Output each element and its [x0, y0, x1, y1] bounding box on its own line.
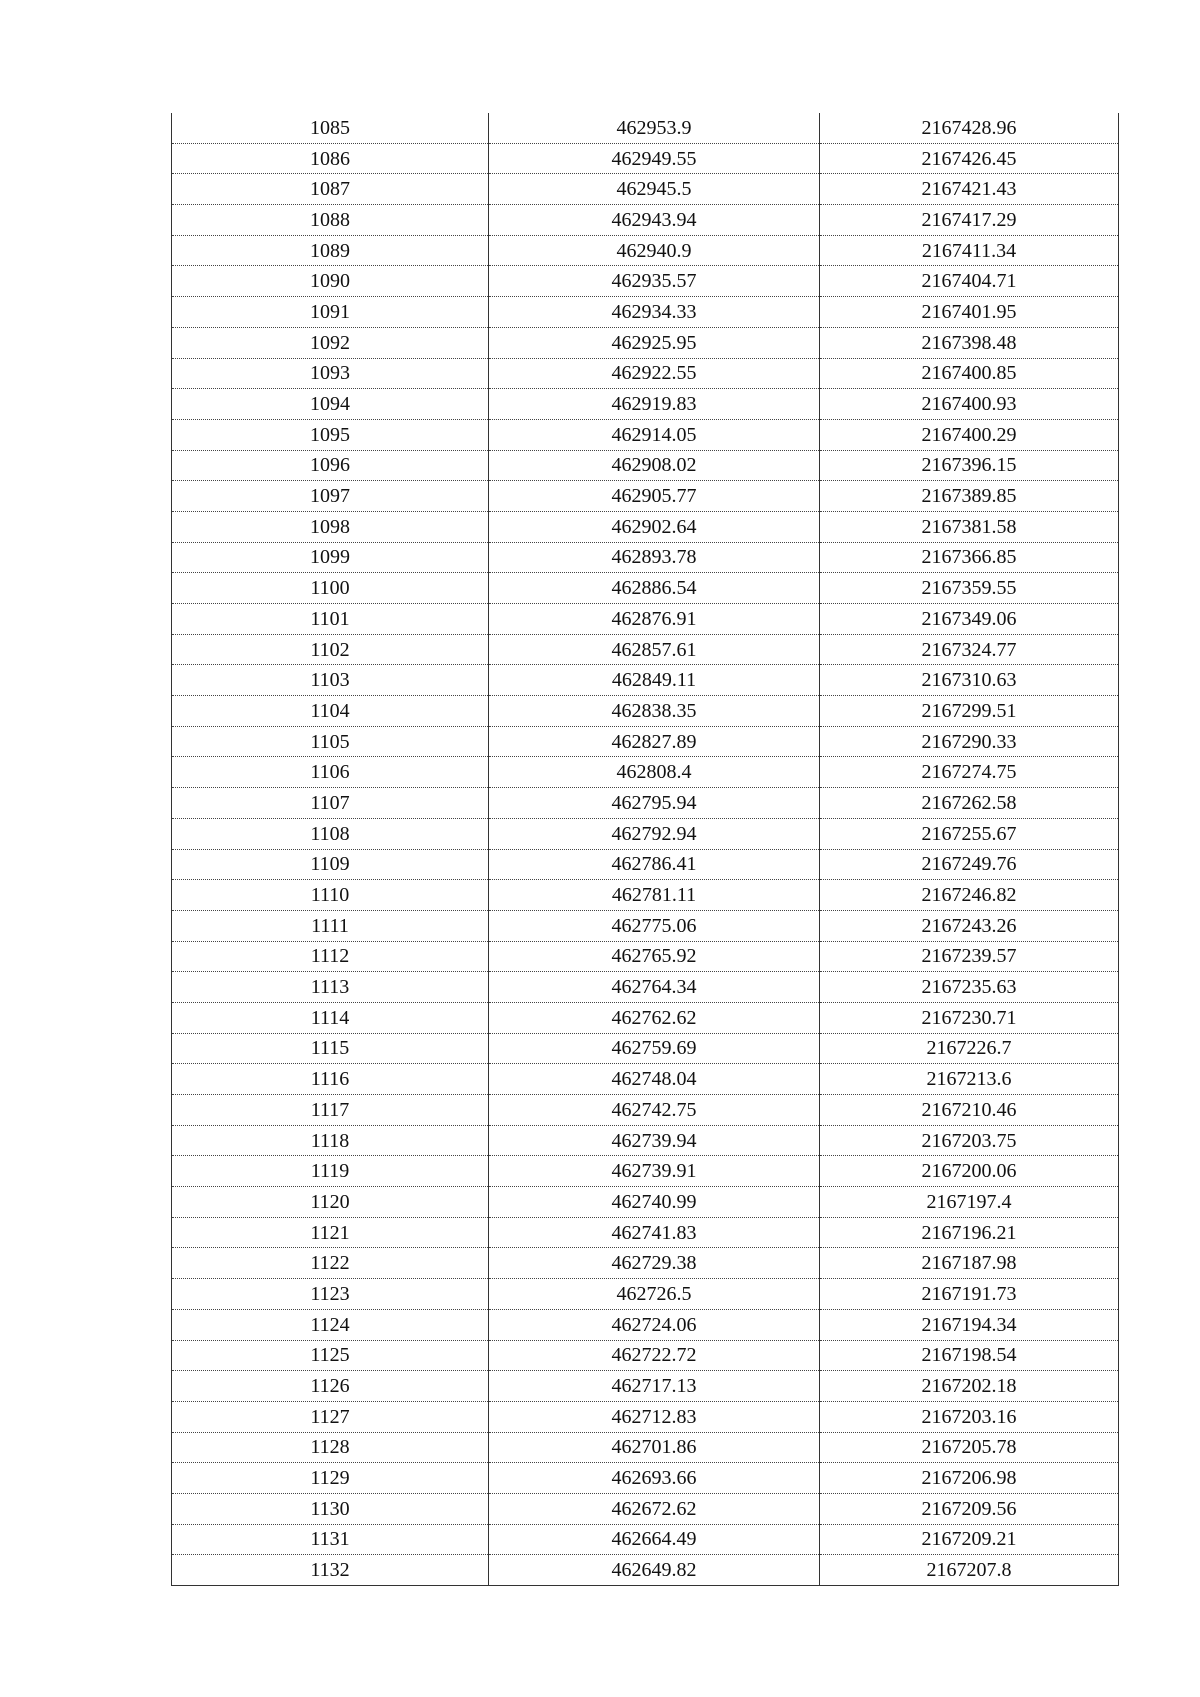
- table-row: [172, 1371, 1119, 1402]
- point-number-cell: 1119: [172, 1156, 489, 1187]
- table-row: [172, 266, 1119, 297]
- point-number-cell: 1108: [172, 818, 489, 849]
- y-coordinate-cell: 2167396.15: [820, 450, 1119, 481]
- y-coordinate-cell: 2167428.96: [820, 113, 1119, 143]
- point-number-cell: 1088: [172, 205, 489, 236]
- point-number-cell: 1105: [172, 726, 489, 757]
- y-coordinate-cell: 2167207.8: [820, 1555, 1119, 1586]
- y-coordinate-cell: 2167310.63: [820, 665, 1119, 696]
- y-coordinate-cell: 2167196.21: [820, 1217, 1119, 1248]
- point-number-cell: 1086: [172, 143, 489, 174]
- y-coordinate-cell: 2167400.29: [820, 419, 1119, 450]
- point-number-cell: 1103: [172, 665, 489, 696]
- coordinates-table-body: [172, 113, 1119, 1586]
- y-coordinate-cell: 2167290.33: [820, 726, 1119, 757]
- table-row: [172, 358, 1119, 389]
- x-coordinate-cell: 462940.9: [489, 235, 820, 266]
- point-number-cell: 1110: [172, 880, 489, 911]
- x-coordinate-cell: 462701.86: [489, 1432, 820, 1463]
- point-number-cell: 1121: [172, 1217, 489, 1248]
- y-coordinate-cell: 2167349.06: [820, 604, 1119, 635]
- y-coordinate-cell: 2167359.55: [820, 573, 1119, 604]
- x-coordinate-cell: 462849.11: [489, 665, 820, 696]
- x-coordinate-cell: 462935.57: [489, 266, 820, 297]
- y-coordinate-cell: 2167404.71: [820, 266, 1119, 297]
- table-row: [172, 1217, 1119, 1248]
- point-number-cell: 1126: [172, 1371, 489, 1402]
- y-coordinate-cell: 2167400.93: [820, 389, 1119, 420]
- point-number-cell: 1118: [172, 1125, 489, 1156]
- point-number-cell: 1115: [172, 1033, 489, 1064]
- y-coordinate-cell: 2167243.26: [820, 910, 1119, 941]
- table-row: [172, 757, 1119, 788]
- table-row: [172, 604, 1119, 635]
- point-number-cell: 1125: [172, 1340, 489, 1371]
- x-coordinate-cell: 462908.02: [489, 450, 820, 481]
- y-coordinate-cell: 2167389.85: [820, 481, 1119, 512]
- y-coordinate-cell: 2167213.6: [820, 1064, 1119, 1095]
- x-coordinate-cell: 462765.92: [489, 941, 820, 972]
- table-row: [172, 726, 1119, 757]
- x-coordinate-cell: 462664.49: [489, 1524, 820, 1555]
- y-coordinate-cell: 2167255.67: [820, 818, 1119, 849]
- point-number-cell: 1113: [172, 972, 489, 1003]
- point-number-cell: 1112: [172, 941, 489, 972]
- x-coordinate-cell: 462922.55: [489, 358, 820, 389]
- table-row: [172, 1401, 1119, 1432]
- table-row: [172, 849, 1119, 880]
- x-coordinate-cell: 462693.66: [489, 1463, 820, 1494]
- point-number-cell: 1131: [172, 1524, 489, 1555]
- x-coordinate-cell: 462672.62: [489, 1493, 820, 1524]
- y-coordinate-cell: 2167206.98: [820, 1463, 1119, 1494]
- y-coordinate-cell: 2167421.43: [820, 174, 1119, 205]
- table-row: [172, 1279, 1119, 1310]
- y-coordinate-cell: 2167205.78: [820, 1432, 1119, 1463]
- point-number-cell: 1127: [172, 1401, 489, 1432]
- point-number-cell: 1128: [172, 1432, 489, 1463]
- point-number-cell: 1107: [172, 788, 489, 819]
- point-number-cell: 1123: [172, 1279, 489, 1310]
- x-coordinate-cell: 462857.61: [489, 634, 820, 665]
- x-coordinate-cell: 462945.5: [489, 174, 820, 205]
- table-row: [172, 696, 1119, 727]
- point-number-cell: 1104: [172, 696, 489, 727]
- y-coordinate-cell: 2167191.73: [820, 1279, 1119, 1310]
- x-coordinate-cell: 462919.83: [489, 389, 820, 420]
- y-coordinate-cell: 2167200.06: [820, 1156, 1119, 1187]
- x-coordinate-cell: 462902.64: [489, 511, 820, 542]
- table-row: [172, 542, 1119, 573]
- y-coordinate-cell: 2167411.34: [820, 235, 1119, 266]
- x-coordinate-cell: 462726.5: [489, 1279, 820, 1310]
- point-number-cell: 1124: [172, 1309, 489, 1340]
- table-row: [172, 235, 1119, 266]
- table-row: [172, 419, 1119, 450]
- y-coordinate-cell: 2167398.48: [820, 327, 1119, 358]
- x-coordinate-cell: 462949.55: [489, 143, 820, 174]
- y-coordinate-cell: 2167381.58: [820, 511, 1119, 542]
- x-coordinate-cell: 462925.95: [489, 327, 820, 358]
- y-coordinate-cell: 2167324.77: [820, 634, 1119, 665]
- point-number-cell: 1122: [172, 1248, 489, 1279]
- x-coordinate-cell: 462838.35: [489, 696, 820, 727]
- point-number-cell: 1116: [172, 1064, 489, 1095]
- x-coordinate-cell: 462739.91: [489, 1156, 820, 1187]
- table-row: [172, 941, 1119, 972]
- point-number-cell: 1102: [172, 634, 489, 665]
- point-number-cell: 1092: [172, 327, 489, 358]
- table-row: [172, 1493, 1119, 1524]
- y-coordinate-cell: 2167203.75: [820, 1125, 1119, 1156]
- table-row: [172, 1432, 1119, 1463]
- x-coordinate-cell: 462717.13: [489, 1371, 820, 1402]
- table-row: [172, 143, 1119, 174]
- table-row: [172, 1309, 1119, 1340]
- x-coordinate-cell: 462748.04: [489, 1064, 820, 1095]
- x-coordinate-cell: 462876.91: [489, 604, 820, 635]
- y-coordinate-cell: 2167198.54: [820, 1340, 1119, 1371]
- x-coordinate-cell: 462827.89: [489, 726, 820, 757]
- table-row: [172, 573, 1119, 604]
- x-coordinate-cell: 462729.38: [489, 1248, 820, 1279]
- y-coordinate-cell: 2167249.76: [820, 849, 1119, 880]
- x-coordinate-cell: 462740.99: [489, 1187, 820, 1218]
- x-coordinate-cell: 462905.77: [489, 481, 820, 512]
- point-number-cell: 1097: [172, 481, 489, 512]
- y-coordinate-cell: 2167194.34: [820, 1309, 1119, 1340]
- x-coordinate-cell: 462724.06: [489, 1309, 820, 1340]
- table-row: [172, 1340, 1119, 1371]
- table-row: [172, 389, 1119, 420]
- table-row: [172, 1095, 1119, 1126]
- table-row: [172, 1033, 1119, 1064]
- point-number-cell: 1085: [172, 113, 489, 143]
- coordinates-table: [171, 113, 1119, 1586]
- table-row: [172, 880, 1119, 911]
- x-coordinate-cell: 462943.94: [489, 205, 820, 236]
- y-coordinate-cell: 2167235.63: [820, 972, 1119, 1003]
- table-row: [172, 1156, 1119, 1187]
- y-coordinate-cell: 2167274.75: [820, 757, 1119, 788]
- table-row: [172, 205, 1119, 236]
- x-coordinate-cell: 462886.54: [489, 573, 820, 604]
- table-row: [172, 327, 1119, 358]
- point-number-cell: 1096: [172, 450, 489, 481]
- y-coordinate-cell: 2167426.45: [820, 143, 1119, 174]
- point-number-cell: 1130: [172, 1493, 489, 1524]
- point-number-cell: 1090: [172, 266, 489, 297]
- x-coordinate-cell: 462649.82: [489, 1555, 820, 1586]
- point-number-cell: 1111: [172, 910, 489, 941]
- y-coordinate-cell: 2167400.85: [820, 358, 1119, 389]
- point-number-cell: 1095: [172, 419, 489, 450]
- y-coordinate-cell: 2167239.57: [820, 941, 1119, 972]
- point-number-cell: 1129: [172, 1463, 489, 1494]
- table-row: [172, 1187, 1119, 1218]
- table-row: [172, 972, 1119, 1003]
- table-row: [172, 174, 1119, 205]
- y-coordinate-cell: 2167401.95: [820, 297, 1119, 328]
- x-coordinate-cell: 462934.33: [489, 297, 820, 328]
- x-coordinate-cell: 462792.94: [489, 818, 820, 849]
- table-row: [172, 1064, 1119, 1095]
- x-coordinate-cell: 462764.34: [489, 972, 820, 1003]
- table-row: [172, 1463, 1119, 1494]
- x-coordinate-cell: 462759.69: [489, 1033, 820, 1064]
- y-coordinate-cell: 2167366.85: [820, 542, 1119, 573]
- point-number-cell: 1114: [172, 1002, 489, 1033]
- point-number-cell: 1100: [172, 573, 489, 604]
- x-coordinate-cell: 462739.94: [489, 1125, 820, 1156]
- table-row: [172, 297, 1119, 328]
- point-number-cell: 1093: [172, 358, 489, 389]
- x-coordinate-cell: 462742.75: [489, 1095, 820, 1126]
- table-row: [172, 634, 1119, 665]
- y-coordinate-cell: 2167417.29: [820, 205, 1119, 236]
- table-row: [172, 1555, 1119, 1586]
- point-number-cell: 1106: [172, 757, 489, 788]
- x-coordinate-cell: 462953.9: [489, 113, 820, 143]
- point-number-cell: 1132: [172, 1555, 489, 1586]
- y-coordinate-cell: 2167203.16: [820, 1401, 1119, 1432]
- point-number-cell: 1098: [172, 511, 489, 542]
- table-row: [172, 1125, 1119, 1156]
- x-coordinate-cell: 462722.72: [489, 1340, 820, 1371]
- x-coordinate-cell: 462808.4: [489, 757, 820, 788]
- y-coordinate-cell: 2167202.18: [820, 1371, 1119, 1402]
- x-coordinate-cell: 462786.41: [489, 849, 820, 880]
- point-number-cell: 1101: [172, 604, 489, 635]
- table-row: [172, 1248, 1119, 1279]
- y-coordinate-cell: 2167209.56: [820, 1493, 1119, 1524]
- point-number-cell: 1094: [172, 389, 489, 420]
- y-coordinate-cell: 2167209.21: [820, 1524, 1119, 1555]
- x-coordinate-cell: 462775.06: [489, 910, 820, 941]
- y-coordinate-cell: 2167226.7: [820, 1033, 1119, 1064]
- table-row: [172, 113, 1119, 143]
- y-coordinate-cell: 2167246.82: [820, 880, 1119, 911]
- y-coordinate-cell: 2167262.58: [820, 788, 1119, 819]
- point-number-cell: 1089: [172, 235, 489, 266]
- y-coordinate-cell: 2167210.46: [820, 1095, 1119, 1126]
- table-row: [172, 481, 1119, 512]
- table-row: [172, 818, 1119, 849]
- table-row: [172, 511, 1119, 542]
- table-row: [172, 665, 1119, 696]
- y-coordinate-cell: 2167230.71: [820, 1002, 1119, 1033]
- table-row: [172, 910, 1119, 941]
- point-number-cell: 1099: [172, 542, 489, 573]
- x-coordinate-cell: 462712.83: [489, 1401, 820, 1432]
- x-coordinate-cell: 462762.62: [489, 1002, 820, 1033]
- point-number-cell: 1117: [172, 1095, 489, 1126]
- table-row: [172, 1524, 1119, 1555]
- table-row: [172, 450, 1119, 481]
- point-number-cell: 1091: [172, 297, 489, 328]
- point-number-cell: 1120: [172, 1187, 489, 1218]
- x-coordinate-cell: 462741.83: [489, 1217, 820, 1248]
- x-coordinate-cell: 462795.94: [489, 788, 820, 819]
- x-coordinate-cell: 462781.11: [489, 880, 820, 911]
- y-coordinate-cell: 2167197.4: [820, 1187, 1119, 1218]
- table-row: [172, 788, 1119, 819]
- y-coordinate-cell: 2167299.51: [820, 696, 1119, 727]
- point-number-cell: 1087: [172, 174, 489, 205]
- y-coordinate-cell: 2167187.98: [820, 1248, 1119, 1279]
- x-coordinate-cell: 462893.78: [489, 542, 820, 573]
- x-coordinate-cell: 462914.05: [489, 419, 820, 450]
- point-number-cell: 1109: [172, 849, 489, 880]
- table-row: [172, 1002, 1119, 1033]
